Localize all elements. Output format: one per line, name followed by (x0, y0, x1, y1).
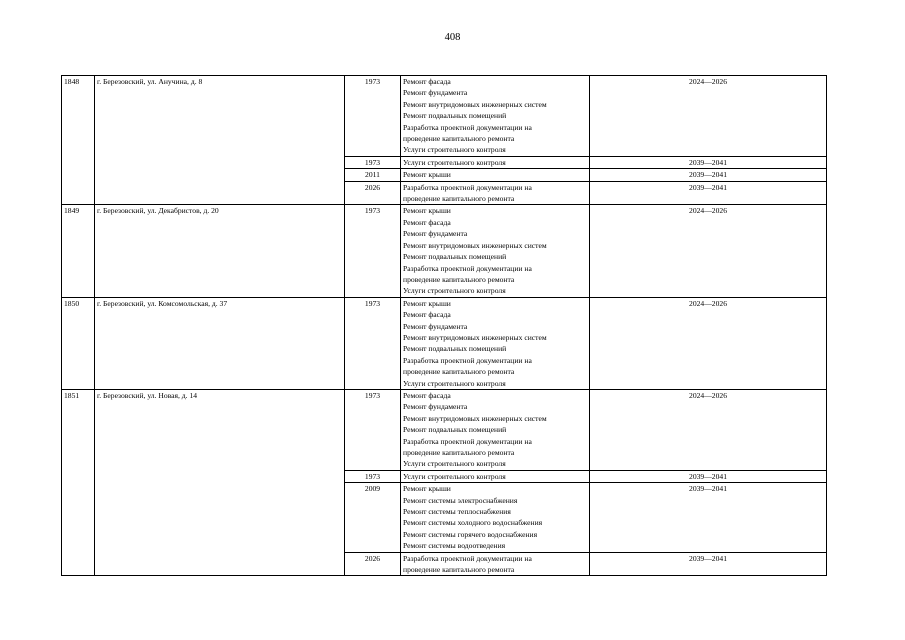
work-item: Разработка проектной документации на (403, 122, 532, 132)
works-cell (401, 389, 590, 470)
works-cell (401, 169, 590, 181)
work-item: Ремонт крыши (403, 170, 451, 180)
page-number: 408 (444, 32, 461, 43)
work-item: Ремонт фундамента (403, 229, 468, 239)
work-item: Ремонт подвальных помещений (403, 111, 507, 121)
work-item: Разработка проектной документации на (403, 436, 532, 446)
house-address: г. Березовский, ул. Декабристов, д. 20 (95, 205, 345, 297)
work-item: проведение капитального ремонта (403, 274, 515, 284)
year-cell: 1973 (345, 205, 401, 297)
works-cell (401, 297, 590, 389)
year-cell: 1973 (345, 389, 401, 470)
work-item: Ремонт внутридомовых инженерных систем (403, 240, 547, 250)
year-cell: 2011 (345, 169, 401, 181)
work-item: Ремонт крыши (403, 206, 451, 216)
work-item: Ремонт подвальных помещений (403, 252, 507, 262)
work-item: Ремонт внутридомовых инженерных систем (403, 99, 547, 109)
work-item: Ремонт фасада (403, 390, 451, 400)
work-item: Ремонт системы водоотведения (403, 541, 506, 551)
year-cell: 2026 (345, 552, 401, 576)
work-item: Услуги строительного контроля (403, 157, 506, 167)
work-item: проведение капитального ремонта (403, 565, 515, 575)
work-item: Ремонт системы электроснабжения (403, 495, 518, 505)
work-item: Ремонт системы горячего водоснабжения (403, 529, 538, 539)
work-item: Ремонт внутридомовых инженерных систем (403, 332, 547, 342)
work-item: Ремонт системы теплоснабжения (403, 507, 511, 517)
works-cell (401, 156, 590, 168)
work-item: Ремонт подвальных помещений (403, 425, 507, 435)
period-cell: 2039—2041 (590, 483, 827, 552)
work-item: проведение капитального ремонта (403, 194, 515, 204)
work-item: Ремонт фундамента (403, 321, 468, 331)
table-row (62, 76, 827, 157)
work-item: Ремонт фундамента (403, 402, 468, 412)
period-cell: 2039—2041 (590, 470, 827, 482)
work-item: Ремонт фасада (403, 77, 451, 86)
works-cell (401, 552, 590, 576)
house-address: г. Березовский, ул. Комсомольская, д. 37 (95, 297, 345, 389)
work-item: Разработка проектной документации на (403, 263, 532, 273)
table-row (62, 205, 827, 297)
year-cell: 1973 (345, 76, 401, 157)
work-item: Ремонт крыши (403, 298, 451, 308)
period-cell: 2024—2026 (590, 76, 827, 157)
period-cell: 2024—2026 (590, 389, 827, 470)
period-cell: 2024—2026 (590, 205, 827, 297)
work-item: Услуги строительного контроля (403, 378, 506, 388)
period-cell: 2024—2026 (590, 297, 827, 389)
work-item: Разработка проектной документации на (403, 553, 532, 563)
work-item: Услуги строительного контроля (403, 471, 506, 481)
table-row (62, 389, 827, 470)
work-item: Услуги строительного контроля (403, 286, 506, 296)
works-cell (401, 205, 590, 297)
work-item: проведение капитального ремонта (403, 367, 515, 377)
year-cell: 2026 (345, 181, 401, 205)
work-item: Ремонт системы холодного водоснабжения (403, 518, 543, 528)
work-item: проведение капитального ремонта (403, 448, 515, 457)
house-number: 1849 (62, 205, 95, 297)
period-cell: 2039—2041 (590, 552, 827, 576)
capital-repair-table (61, 75, 827, 576)
work-item: Разработка проектной документации на (403, 182, 532, 192)
works-cell (401, 181, 590, 205)
year-cell: 1973 (345, 470, 401, 482)
table-row (62, 297, 827, 389)
year-cell: 2009 (345, 483, 401, 552)
year-cell: 1973 (345, 297, 401, 389)
work-item: Ремонт фасада (403, 217, 451, 227)
house-number: 1848 (62, 76, 95, 205)
works-cell (401, 483, 590, 552)
work-item: Ремонт фундамента (403, 88, 468, 98)
work-item: Ремонт крыши (403, 484, 451, 494)
period-cell: 2039—2041 (590, 156, 827, 168)
period-cell: 2039—2041 (590, 169, 827, 181)
work-item: Услуги строительного контроля (403, 459, 506, 469)
table-body (62, 76, 827, 576)
work-item: Услуги строительного контроля (403, 145, 506, 155)
house-address: г. Березовский, ул. Новая, д. 14 (95, 389, 345, 576)
work-item: Ремонт подвальных помещений (403, 344, 507, 354)
work-item: Ремонт внутридомовых инженерных систем (403, 413, 547, 423)
works-cell (401, 76, 590, 157)
work-item: Разработка проектной документации на (403, 355, 532, 365)
house-number: 1850 (62, 297, 95, 389)
year-cell: 1973 (345, 156, 401, 168)
house-address: г. Березовский, ул. Анучина, д. 8 (95, 76, 345, 205)
works-cell (401, 470, 590, 482)
work-item: Ремонт фасада (403, 310, 451, 320)
house-number: 1851 (62, 389, 95, 576)
work-item: проведение капитального ремонта (403, 134, 515, 144)
period-cell: 2039—2041 (590, 181, 827, 205)
